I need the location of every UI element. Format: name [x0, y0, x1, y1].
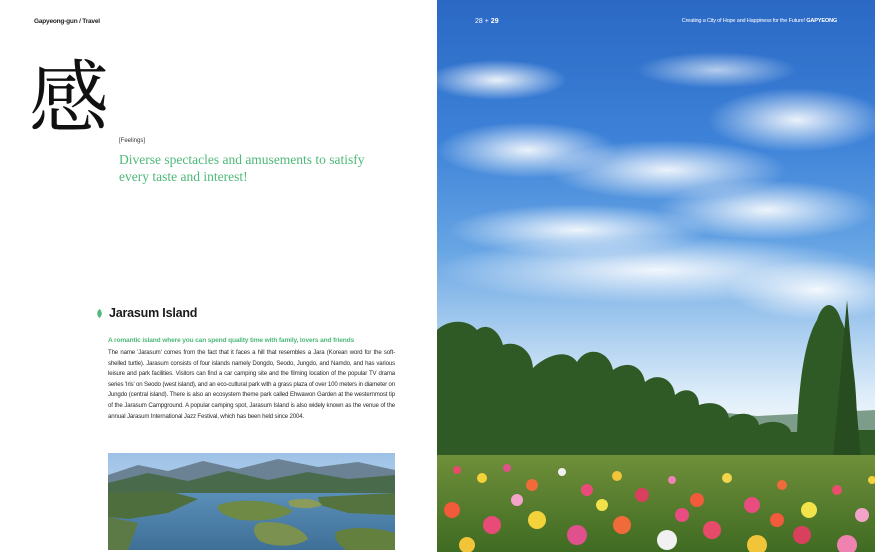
- section-body: The name 'Jarasum' comes from the fact that it faces a hill that resembles a Jara (Korean word for the soft-shelled turtle). Jarasum consists of four islands namely Dongdo, Seodo, Jungdo, and Namdo, and has various leisure and park facilities. Visitors can find a car camping site and the filming location of the popular TV drama series 'Iris' on Seodo (west island), and an eco-cultural park with a grass plaza of over 100 meters in diameter on Jungdo (central island). There is also an ecosystem theme park called Ehwawon Garden at the westernmost tip of the Jarasum Campground. A popular camping spot, Jarasum Island is also widely known as the venue of the annual Jarasum International Jazz Festival, which has been held since 2004.: [108, 349, 395, 420]
- right-page: [437, 0, 875, 552]
- leaf-icon: [96, 309, 103, 318]
- page-number-separator: +: [484, 18, 489, 25]
- jarasum-aerial-photo: [108, 453, 395, 550]
- running-head-left: Gapyeong-gun / Travel: [34, 18, 100, 25]
- page-number-right: 29: [490, 18, 499, 25]
- left-page: [0, 0, 437, 552]
- feelings-tag: [Feelings]: [119, 138, 146, 144]
- section-subtitle: A romantic island where you can spend quality time with family, lovers and friends: [108, 337, 355, 344]
- sky-flower-field-photo: [437, 0, 875, 552]
- intro-heading: Diverse spectacles and amusements to satisfy every taste and interest!: [119, 152, 365, 184]
- section-header: [96, 306, 197, 320]
- running-head-brand: GAPYEONG: [806, 18, 837, 24]
- section-title: Jarasum Island: [109, 306, 198, 320]
- page-numbers: [475, 18, 499, 25]
- hanja-character: [29, 52, 109, 140]
- running-head-slogan: Creating a City of Hope and Happiness for the Future!: [681, 18, 805, 24]
- page-number-left: 28: [475, 18, 483, 25]
- running-head-right: [682, 18, 837, 24]
- hanja-glyph: 感: [29, 52, 109, 140]
